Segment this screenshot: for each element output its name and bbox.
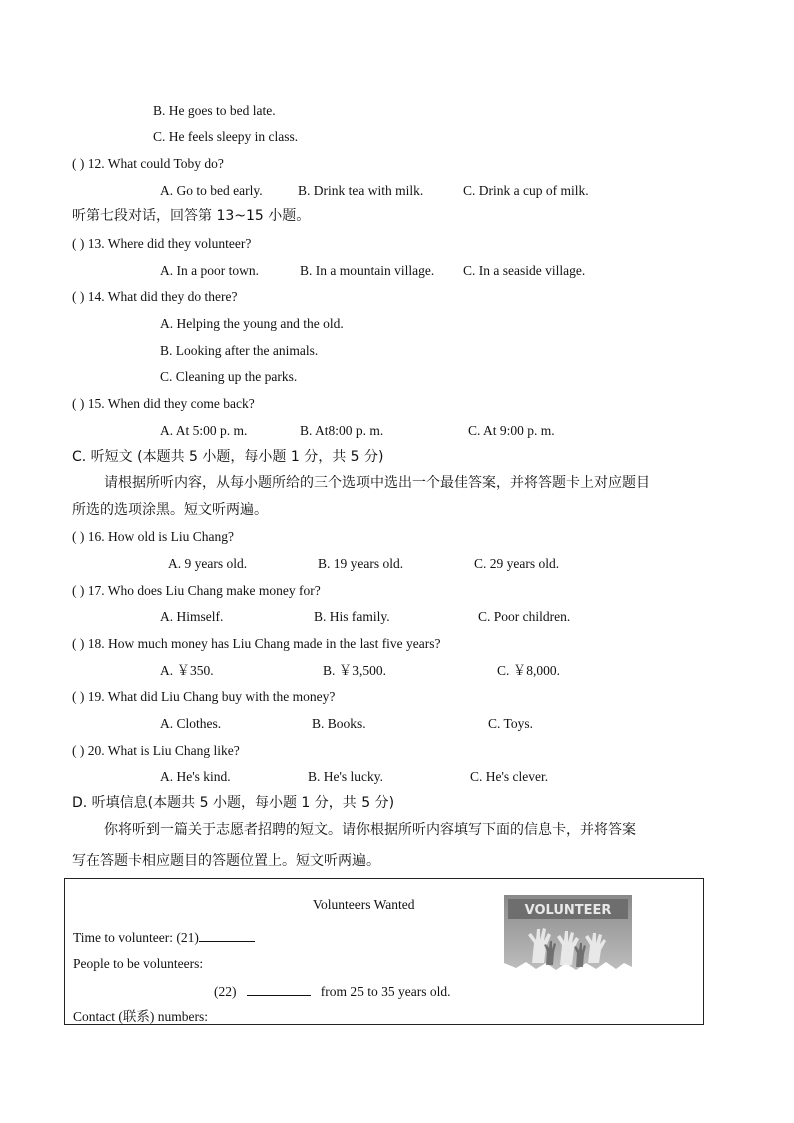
section-c-instructions-1: 请根据所听内容，从每小题所给的三个选项中选出一个最佳答案，并将答题卡上对应题目 xyxy=(104,475,650,491)
volunteer-hands-image xyxy=(502,893,634,977)
q11-option-c: C. He feels sleepy in class. xyxy=(153,129,299,144)
q20-option-b: B. He's lucky. xyxy=(308,769,384,784)
q20-option-a: A. He's kind. xyxy=(160,769,231,784)
q18-option-c: C. ￥8,000. xyxy=(497,663,561,678)
q12-option-b: B. Drink tea with milk. xyxy=(298,183,424,198)
card-q22-row xyxy=(214,983,450,1000)
volunteer-image-text: VOLUNTEER xyxy=(524,903,612,918)
q17-question: ( ) 17. Who does Liu Chang make money for? xyxy=(72,583,321,598)
section-d-title: D. 听填信息(本题共 5 小题，每小题 1 分，共 5 分) xyxy=(72,795,395,811)
q19-option-b: B. Books. xyxy=(312,716,366,731)
q17-option-a: A. Himself. xyxy=(160,609,224,624)
q13-option-a: A. In a poor town. xyxy=(160,263,259,278)
q14-option-a: A. Helping the young and the old. xyxy=(160,316,344,331)
section-c-instructions-2: 所选的选项涂黑。短文听两遍。 xyxy=(72,502,268,518)
q20-question: ( ) 20. What is Liu Chang like? xyxy=(72,743,240,758)
q13-option-b: B. In a mountain village. xyxy=(300,263,435,278)
q14-question: ( ) 14. What did they do there? xyxy=(72,289,238,304)
q16-option-c: C. 29 years old. xyxy=(474,556,560,571)
q15-question: ( ) 15. When did they come back? xyxy=(72,396,255,411)
q12-option-c: C. Drink a cup of milk. xyxy=(463,183,589,198)
q12-option-a: A. Go to bed early. xyxy=(160,183,263,198)
q16-option-a: A. 9 years old. xyxy=(168,556,248,571)
q12-question: ( ) 12. What could Toby do? xyxy=(72,156,224,171)
q14-option-b: B. Looking after the animals. xyxy=(160,343,319,358)
card-q22-number: (22) xyxy=(214,984,237,999)
card-title: Volunteers Wanted xyxy=(313,897,415,912)
answer-21-blank[interactable] xyxy=(199,929,255,942)
card-people-label: People to be volunteers: xyxy=(73,956,204,971)
q20-option-c: C. He's clever. xyxy=(470,769,549,784)
section-d-instructions-1: 你将听到一篇关于志愿者招聘的短文。请你根据所听内容填写下面的信息卡，并将答案 xyxy=(104,822,636,838)
answer-22-blank[interactable] xyxy=(247,983,311,996)
q19-question: ( ) 19. What did Liu Chang buy with the money? xyxy=(72,689,336,704)
q19-option-c: C. Toys. xyxy=(488,716,533,731)
q11-option-b: B. He goes to bed late. xyxy=(153,103,276,118)
q17-option-c: C. Poor children. xyxy=(478,609,571,624)
q15-option-a: A. At 5:00 p. m. xyxy=(160,423,248,438)
q13-option-c: C. In a seaside village. xyxy=(463,263,586,278)
q15-option-b: B. At8:00 p. m. xyxy=(300,423,384,438)
section-7-heading: 听第七段对话，回答第 13~15 小题。 xyxy=(72,208,311,224)
card-q22-tail: from 25 to 35 years old. xyxy=(320,984,451,999)
card-time-row xyxy=(73,929,255,946)
q14-option-c: C. Cleaning up the parks. xyxy=(160,369,298,384)
q16-question: ( ) 16. How old is Liu Chang? xyxy=(72,529,234,544)
q15-option-c: C. At 9:00 p. m. xyxy=(468,423,555,438)
card-time-label: Time to volunteer: (21) xyxy=(73,930,199,945)
q13-question: ( ) 13. Where did they volunteer? xyxy=(72,236,252,251)
section-d-instructions-2: 写在答题卡相应题目的答题位置上。短文听两遍。 xyxy=(72,853,380,869)
q18-option-b: B. ￥3,500. xyxy=(323,663,387,678)
q18-option-a: A. ￥350. xyxy=(160,663,214,678)
section-c-title: C. 听短文 (本题共 5 小题，每小题 1 分，共 5 分) xyxy=(72,449,384,465)
card-contact-label: Contact (联系) numbers: xyxy=(73,1009,208,1024)
q17-option-b: B. His family. xyxy=(314,609,390,624)
q16-option-b: B. 19 years old. xyxy=(318,556,404,571)
q19-option-a: A. Clothes. xyxy=(160,716,222,731)
q18-question: ( ) 18. How much money has Liu Chang made in the last five years? xyxy=(72,636,441,651)
